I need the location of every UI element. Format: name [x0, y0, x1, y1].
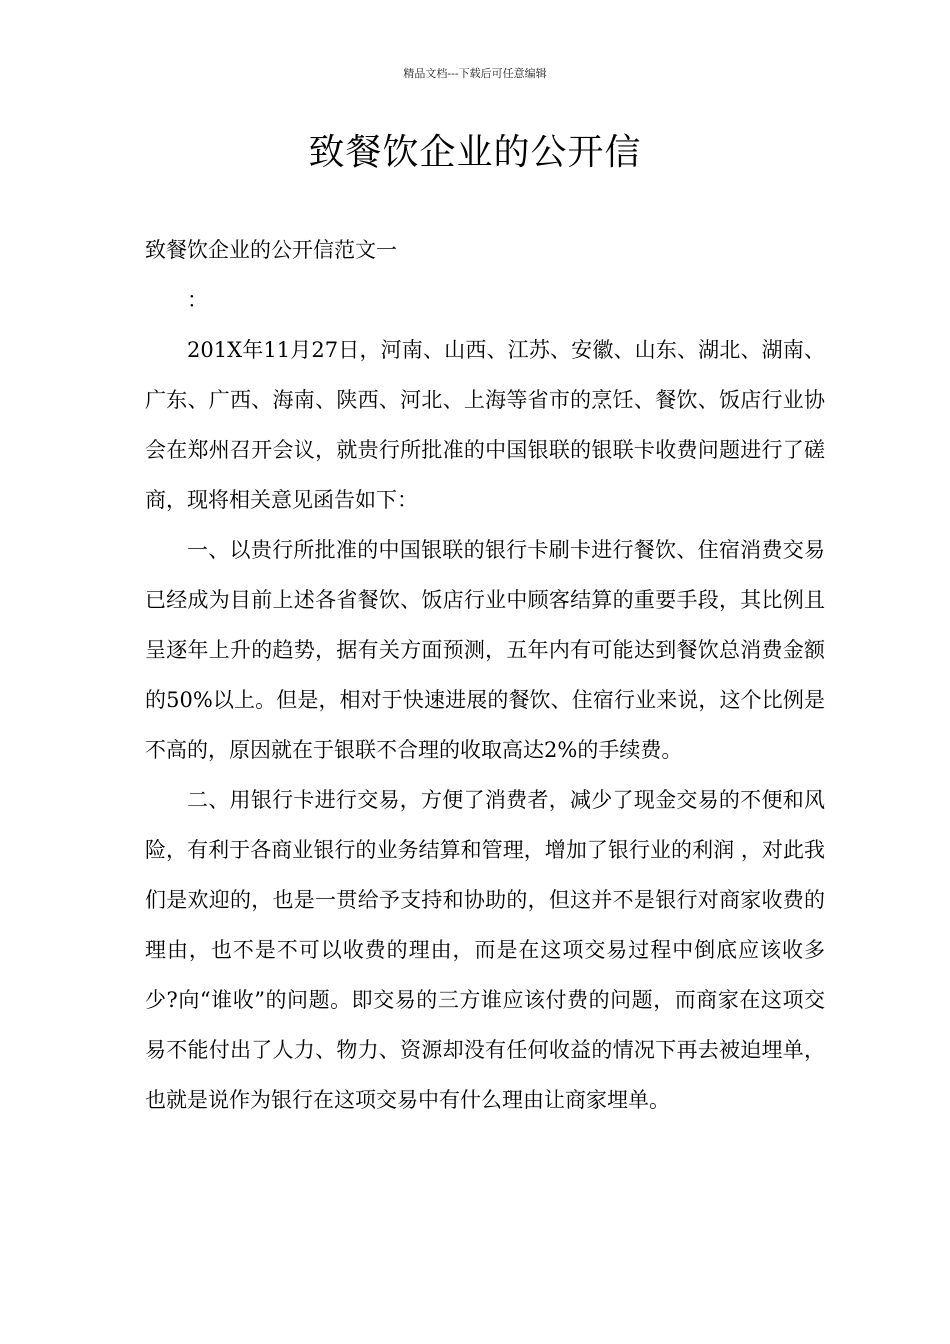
document-subtitle: 致餐饮企业的公开信范文一 [145, 238, 397, 262]
paragraph-2: 一、以贵行所批准的中国银联的银行卡刷卡进行餐饮、住宿消费交易已经成为目前上述各省餐饮、饭店行业中顾客结算的重要手段，其比例且呈逐年上升的趋势，据有关方面预测，五年内有可能达到餐饮总消费金额的50%以上。但是，相对于快速进展的餐饮、住宿行业来说，这个比例是不高的，原因就在于银联不合理的收取高达2%的手续费。 [145, 538, 825, 762]
paragraph-3: 二、用银行卡进行交易，方便了消费者，减少了现金交易的不便和风险，有利于各商业银行的业务结算和管理，增加了银行业的利润 ，对此我们是欢迎的，也是一贯给予支持和协助的，但这并不是银行对商家收费的理由，也不是不可以收费的理由，而是在这项交易过程中倒底应该收多少?向“谁收”的问题。即交易的三方谁应该付费的问题，而商家在这项交易不能付出了人力、物力、资源却没有任何收益的情况下再去被迫埋单，也就是说作为银行在这项交易中有什么理由让商家埋单。 [145, 788, 825, 1112]
document-title: 致餐饮企业的公开信 [308, 132, 642, 173]
paragraph-1: 201X年11月27日，河南、山西、江苏、安徽、山东、湖北、湖南、广东、广西、海南、陕西、河北、上海等省市的烹饪、餐饮、饭店行业协会在郑州召开会议，就贵行所批准的中国银联的银联卡收费问题进行了磋商，现将相关意见函告如下： [145, 338, 825, 512]
salutation: ： [187, 288, 208, 312]
header-note: 精品文档---下载后可任意编辑 [403, 67, 547, 80]
document-body [145, 225, 825, 1125]
